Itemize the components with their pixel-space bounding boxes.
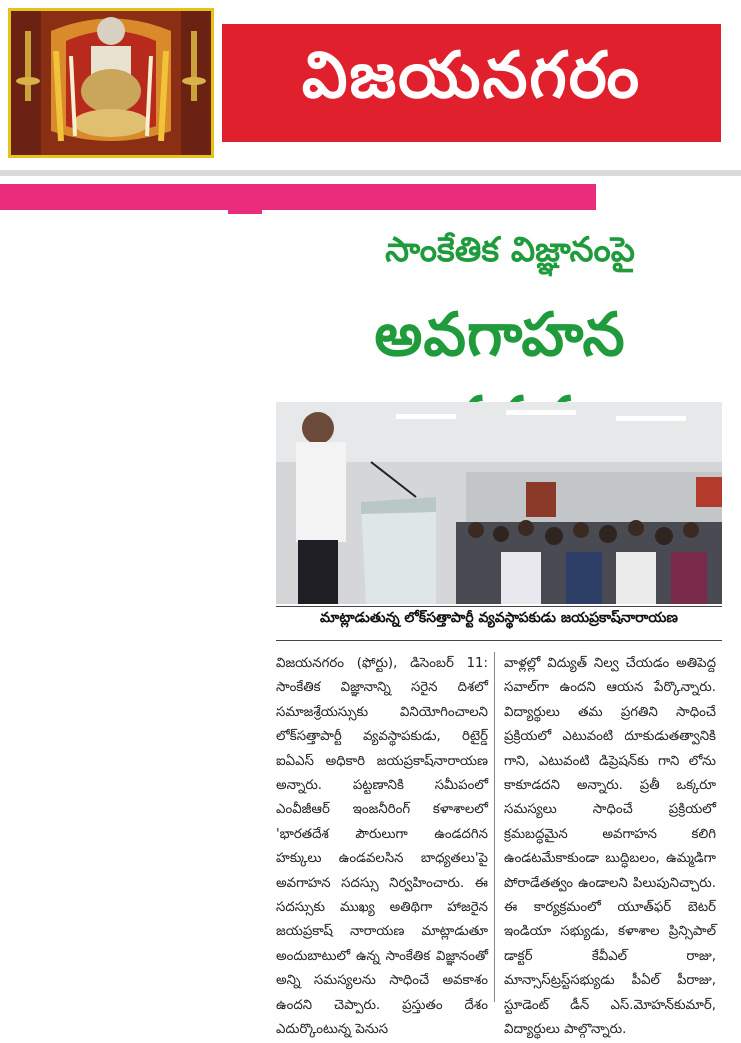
- section-divider-pink: [0, 184, 596, 210]
- article-body-left: విజయనగరం (ఫోర్టు), డిసెంబర్ 11: సాంకేతిక విజ్ఞానాన్ని సరైన దిశలో సమాజశ్రేయస్సుకు వినియోగించాలని లోక్‌సత్తాపార్టీ వ్యవస్థాపకుడు, రిటైర్డ్ ఐఏఎస్ అధికారి జయప్రకాష్‌నారాయణ అన్నారు. పట్టణానికి సమీపంలో ఎంవీజీఆర్ ఇంజనీరింగ్ కళాశాలలో 'భారతదేశ పౌరులుగా ఉండదగిన హక్కులు ఉండవలసిన బాధ్యతలు'పై అవగాహన సదస్సు నిర్వహించారు. ఈ సదస్సుకు ముఖ్య అతిథిగా హాజరైన జయప్రకాష్ నారాయణ మాట్లాడుతూ అందుబాటులో ఉన్న సాంకేతిక విజ్ఞానంతో అన్ని సమస్యలను సాధించే అవకాశం ఉందని చెప్పారు. ప్రస్తుతం దేశం ఎదుర్కొంటున్న పెనుస: [276, 656, 488, 1038]
- speaker-at-podium-illustration: [276, 402, 722, 604]
- article-headline: అవగాహన: [374, 300, 626, 370]
- section-divider-gray: [0, 170, 741, 176]
- masthead-deity-image: [8, 8, 214, 158]
- article-photo: [276, 402, 722, 604]
- masthead-title: విజయనగరం: [301, 38, 642, 113]
- caption-top-rule: [276, 606, 722, 607]
- section-divider-notch: [228, 210, 262, 214]
- deity-idol-illustration: [11, 11, 211, 155]
- article-kicker: సాంకేతిక విజ్ఞానంపై: [385, 230, 635, 270]
- article-column-right: [504, 652, 716, 1043]
- masthead-banner: [222, 24, 721, 142]
- photo-caption: మాట్లాడుతున్న లోక్‌సత్తాపార్టీ వ్యవస్థాపకుడు జయప్రకాష్‌నారాయణ: [320, 610, 678, 626]
- article-body-right: వాళ్లల్లో విద్యుత్ నిల్వ చేయడం అతిపెద్ద సవాల్‌గా ఉందని ఆయన పేర్కొన్నారు. విద్యార్థులు తమ ప్రగతిని సాధించే ప్రక్రియలో ఎటువంటి దూకుడుతత్వానికి గాని, ఎటువంటి డిప్రెషన్‌కు గాని లోను కాకూడదని అన్నారు. ప్రతీ ఒక్కరూ సమస్యలు సాధించే ప్రక్రియలో క్రమబద్ధమైన అవగాహన కలిగి ఉండటమేకాకుండా బుద్ధిబలం, ఉమ్మడిగా పోరాడేతత్వం ఉండాలని పిలుపునిచ్చారు. ఈ కార్యక్రమంలో యూత్‌ఫర్ బెటర్ ఇండియా సభ్యుడు, కళాశాల ప్రిన్సిపాల్ డాక్టర్ కేవీఎల్ రాజు, మాన్సాస్‌ట్రస్ట్‌సభ్యుడు పీఏల్ పీరాజు, స్టూడెంట్ డీన్ ఎస్.మోహన్‌కుమార్, విద్యార్థులు పాల్గొన్నారు.: [504, 656, 716, 1038]
- caption-bottom-rule: [276, 640, 722, 641]
- column-divider: [494, 652, 495, 1002]
- article-column-left: [276, 652, 488, 1043]
